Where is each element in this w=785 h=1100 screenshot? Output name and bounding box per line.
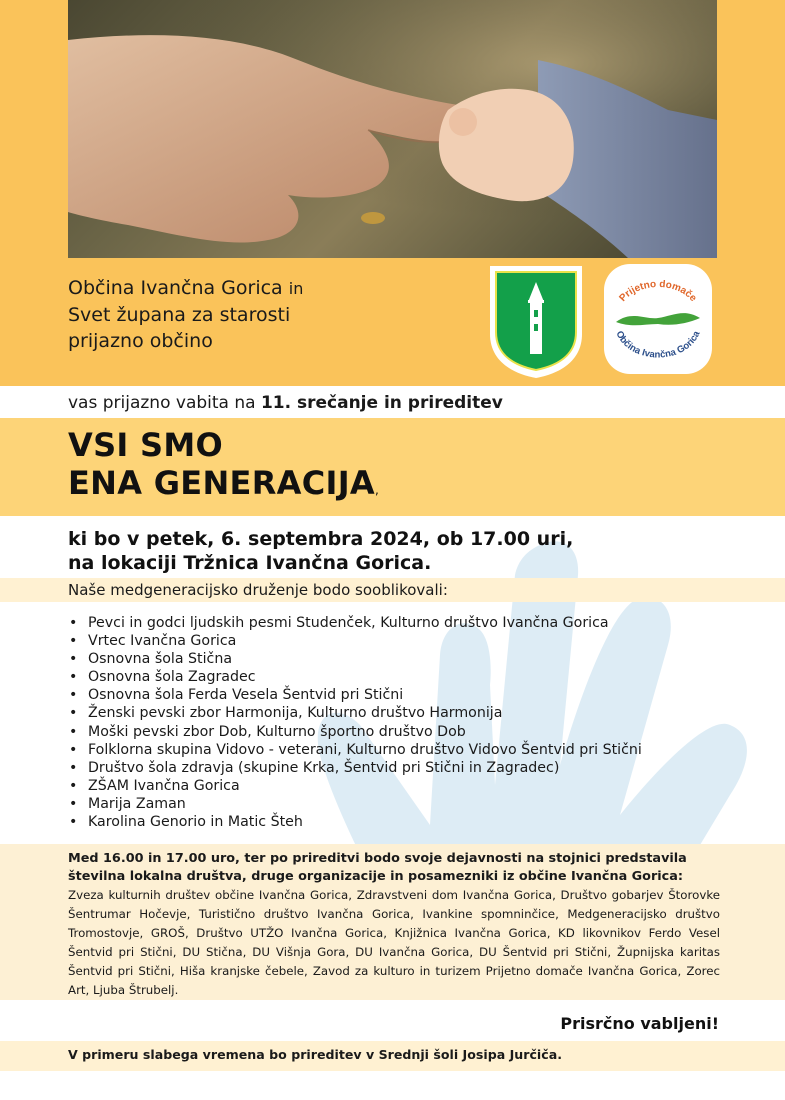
logo-text-top: Prijetno domače — [617, 278, 699, 304]
list-item: • ZŠAM Ivančna Gorica — [69, 777, 240, 794]
list-item: • Osnovna šola Ferda Vesela Šentvid pri Stični — [69, 687, 404, 704]
list-item: • Vrtec Ivančna Gorica — [69, 633, 237, 650]
list-item: • Marija Zaman — [69, 795, 186, 812]
invite-prefix: vas prijazno vabita na — [68, 393, 256, 413]
title-line-1: VSI SMO — [68, 426, 224, 464]
bullet: • — [69, 651, 78, 668]
organizer-block — [68, 275, 368, 354]
list-item: • Folklorna skupina Vidovo - veterani, Kulturno društvo Vidovo Šentvid pri Stični — [69, 741, 642, 758]
event-when: ki bo v petek, 6. septembra 2024, ob 17.00 uri, — [68, 528, 574, 550]
logo-text-bottom: Občina Ivančna Gorica — [613, 329, 703, 361]
organizer-line-1: Občina Ivančna Gorica — [68, 277, 283, 299]
list-item: • Osnovna šola Zagradec — [69, 669, 256, 686]
list-item: • Ženski pevski zbor Harmonija, Kulturno društvo Harmonija — [69, 705, 503, 722]
event-when-where — [68, 527, 573, 575]
organizer-line-1-suffix: in — [288, 279, 304, 298]
bullet: • — [69, 633, 78, 650]
weather-note: V primeru slabega vremena bo prireditev v Srednji šoli Josipa Jurčiča. — [68, 1047, 562, 1062]
list-item: • Moški pevski zbor Dob, Kulturno športno društvo Dob — [69, 723, 466, 740]
stands-heading: Med 16.00 in 17.00 uro, ter po prireditvi bodo svoje dejavnosti na stojnici predstavila številna lokalna društva, druge organizacije in posamezniki iz občine Ivančna Gorica: — [68, 851, 687, 884]
bullet: • — [69, 723, 78, 740]
bullet: • — [69, 669, 78, 686]
bullet: • — [69, 705, 78, 722]
invite-highlight: 11. srečanje in prireditev — [260, 393, 503, 413]
list-item: • Pevci in godci ljudskih pesmi Studenček, Kulturno društvo Ivančna Gorica — [69, 615, 609, 631]
hands-photo — [68, 0, 717, 258]
title-trailing: , — [374, 483, 380, 497]
list-item: • Karolina Genorio in Matic Šteh — [69, 814, 303, 831]
bullet: • — [69, 687, 78, 704]
hands-illustration — [68, 0, 717, 258]
organizer-line-2: Svet župana za starosti — [68, 304, 291, 326]
invite-line — [68, 393, 503, 413]
closing-greeting: Prisrčno vabljeni! — [560, 1014, 719, 1033]
bullet: • — [69, 615, 78, 631]
municipal-crest-icon — [486, 262, 586, 380]
event-where: na lokaciji Tržnica Ivančna Gorica. — [68, 552, 432, 574]
organizer-line-3: prijazno občino — [68, 330, 213, 352]
prijetno-domace-logo — [602, 262, 714, 376]
participants-list — [68, 614, 708, 831]
participants-intro: Naše medgeneracijsko druženje bodo sooblikovali: — [68, 581, 448, 599]
bullet: • — [69, 777, 78, 794]
bullet: • — [69, 741, 78, 758]
bullet: • — [69, 759, 78, 776]
list-item: • Osnovna šola Stična — [69, 651, 233, 668]
list-item: • Društvo šola zdravja (skupine Krka, Šentvid pri Stični in Zagradec) — [69, 759, 560, 776]
bullet: • — [69, 814, 78, 831]
title-line-2: ENA GENERACIJA — [68, 464, 375, 502]
stands-list: Zveza kulturnih društev občine Ivančna Gorica, Zdravstveni dom Ivančna Gorica, Društvo gobarjev Štorovke Šentrumar Hočevje, Turistično društvo Ivančna Gorica, Ivankine spomninčice, Medgeneracijsko društvo Tromostovje, GROŠ, Društvo UTŽO Ivančna Gorica, Knjižnica Ivančna Gorica, KD likovnikov Ferdo Vesel Šentvid pri Stični, DU Stična, DU Višnja Gora, DU Ivančna Gorica, DU Šentvid pri Stični, Župnijska karitas Šentvid pri Stični, Hiša kranjske čebele, Zavod za kulturo in turizem Prijetno domače Ivančna Gorica, Zorec Art, Ljuba Štrubelj. — [68, 888, 720, 997]
bullet: • — [69, 795, 78, 812]
event-title — [68, 426, 379, 509]
